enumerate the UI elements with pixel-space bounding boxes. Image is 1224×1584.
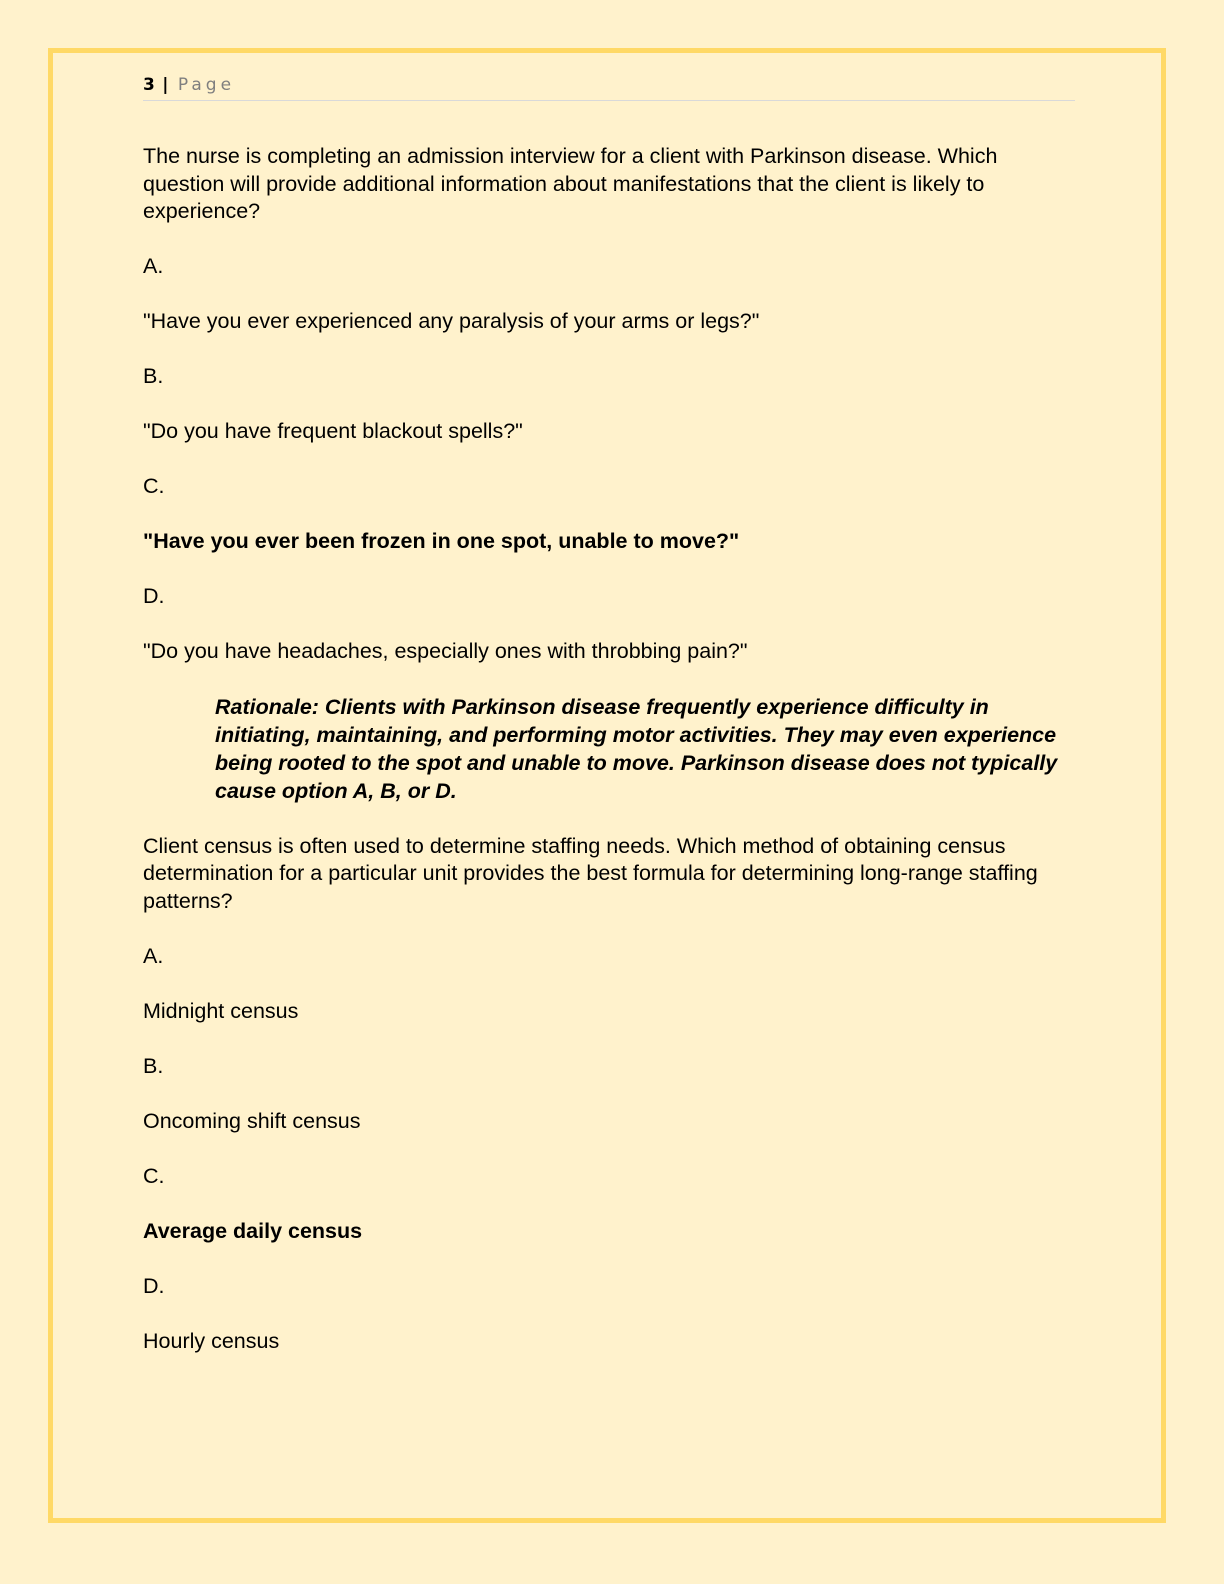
page-number: 3 — [143, 75, 155, 95]
page-header — [143, 74, 1075, 101]
option-letter: A. — [143, 254, 164, 278]
option-text: "Do you have frequent blackout spells?" — [143, 419, 523, 443]
correct-option-text: "Have you ever been frozen in one spot, unable to move?" — [143, 529, 740, 553]
option-text: "Do you have headaches, especially ones with throbbing pain?" — [143, 639, 748, 663]
header-separator: | — [162, 75, 169, 95]
question-stem: The nurse is completing an admission interview for a client with Parkinson disease. Which question will provide additional information about manifestations that the client is likely to experience? — [143, 144, 998, 223]
option-letter: C. — [143, 474, 165, 498]
option-letter: B. — [143, 364, 164, 388]
option-text: "Have you ever experienced any paralysis of your arms or legs?" — [143, 309, 760, 333]
option-text: Hourly census — [143, 1328, 280, 1353]
option-text: Midnight census — [143, 998, 299, 1023]
option-letter: C. — [143, 1163, 165, 1188]
document-body — [143, 143, 1078, 1383]
option-letter: B. — [143, 1053, 164, 1078]
option-letter: D. — [143, 1273, 165, 1298]
option-letter: A. — [143, 943, 164, 968]
rationale: Rationale: Clients with Parkinson disease frequently experience difficulty in initiating, maintaining, and performing motor activities. They may even experience being rooted to the spot and unable to move. Parkinson disease does not typically cause option A, B, or D. — [215, 695, 1058, 803]
option-letter: D. — [143, 584, 165, 608]
question-stem: Client census is often used to determine staffing needs. Which method of obtaining census determination for a particular unit provides the best formula for determining long-range staffing patterns? — [143, 833, 1038, 913]
page-label: Page — [177, 75, 236, 95]
correct-option-text: Average daily census — [143, 1218, 363, 1243]
option-text: Oncoming shift census — [143, 1108, 361, 1133]
